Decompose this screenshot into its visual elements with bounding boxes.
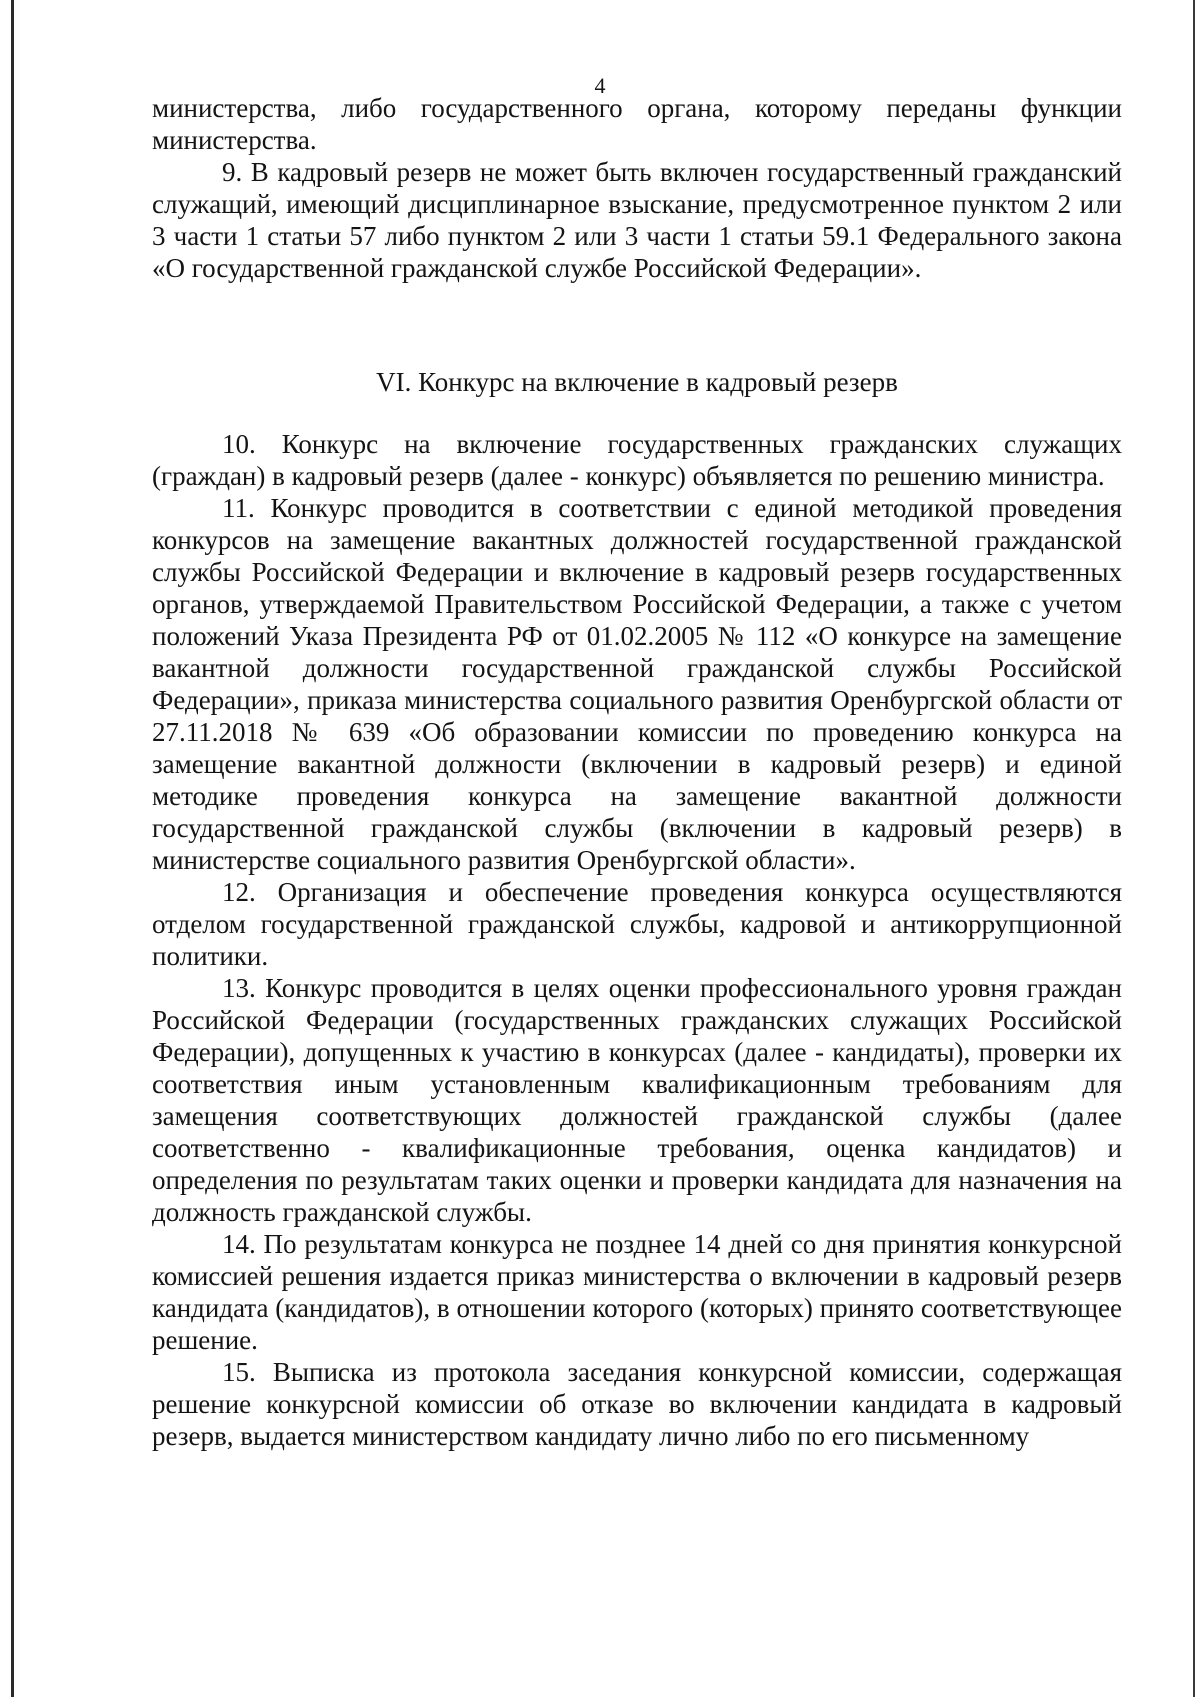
paragraph-12: 12. Организация и обеспечение проведения конкурса осуществляются отделом государственной гражданской службы, кадровой и антикоррупционной политики.: [152, 877, 1122, 971]
paragraph-15: 15. Выписка из протокола заседания конкурсной комиссии, содержащая решение конкурсной комиссии об отказе во включении кандидата в кадровый резерв, выдается министерством кандидату лично либо по его письменному: [152, 1357, 1122, 1451]
scan-edge-right: [1193, 0, 1195, 1697]
continuation-text: [152, 92, 1122, 284]
paragraph-13: 13. Конкурс проводится в целях оценки профессионального уровня граждан Российской Федерации (государственных гражданских служащих Российской Федерации), допущенных к участию в конкурсах (далее - кандидаты), проверки их соответствия иным установленным квалификационным требованиям для замещения соответствующих должностей гражданской службы (далее соответственно - квалификационные требования, оценка кандидатов) и определения по результатам таких оценки и проверки кандидата для назначения на должность гражданской службы.: [152, 973, 1122, 1227]
section-heading-block: [152, 366, 1122, 398]
paragraph-continuation: министерства, либо государственного органа, которому переданы функции министерства.: [152, 93, 1122, 155]
paragraph-9: 9. В кадровый резерв не может быть включен государственный гражданский служащий, имеющий дисциплинарное взыскание, предусмотренное пунктом 2 или 3 части 1 статьи 57 либо пунктом 2 или 3 части 1 статьи 59.1 Федерального закона «О государственной гражданской службе Российской Федерации».: [152, 157, 1122, 283]
section-body: [152, 428, 1122, 1452]
paragraph-14: 14. По результатам конкурса не позднее 14 дней со дня принятия конкурсной комиссией решения издается приказ министерства о включении в кадровый резерв кандидата (кандидатов), в отношении которого (которых) принято соответствующее решение.: [152, 1229, 1122, 1355]
paragraph-10: 10. Конкурс на включение государственных гражданских служащих (граждан) в кадровый резерв (далее - конкурс) объявляется по решению министра.: [152, 429, 1122, 491]
paragraph-11: 11. Конкурс проводится в соответствии с единой методикой проведения конкурсов на замещение вакантных должностей государственной гражданской службы Российской Федерации и включение в кадровый резерв государственных органов, утверждаемой Правительством Российской Федерации, а также с учетом положений Указа Президента РФ от 01.02.2005 № 112 «О конкурсе на замещение вакантной должности государственной гражданской службы Российской Федерации», приказа министерства социального развития Оренбургской области от 27.11.2018 № 639 «Об образовании комиссии по проведению конкурса на замещение вакантной должности (включении в кадровый резерв) и единой методике проведения конкурса на замещение вакантной должности государственной гражданской службы (включении в кадровый резерв) в министерстве социального развития Оренбургской области».: [152, 493, 1122, 875]
scan-edge-left: [11, 0, 14, 1697]
section-heading: VI. Конкурс на включение в кадровый резерв: [376, 367, 898, 397]
page-number: 4: [594, 73, 606, 98]
